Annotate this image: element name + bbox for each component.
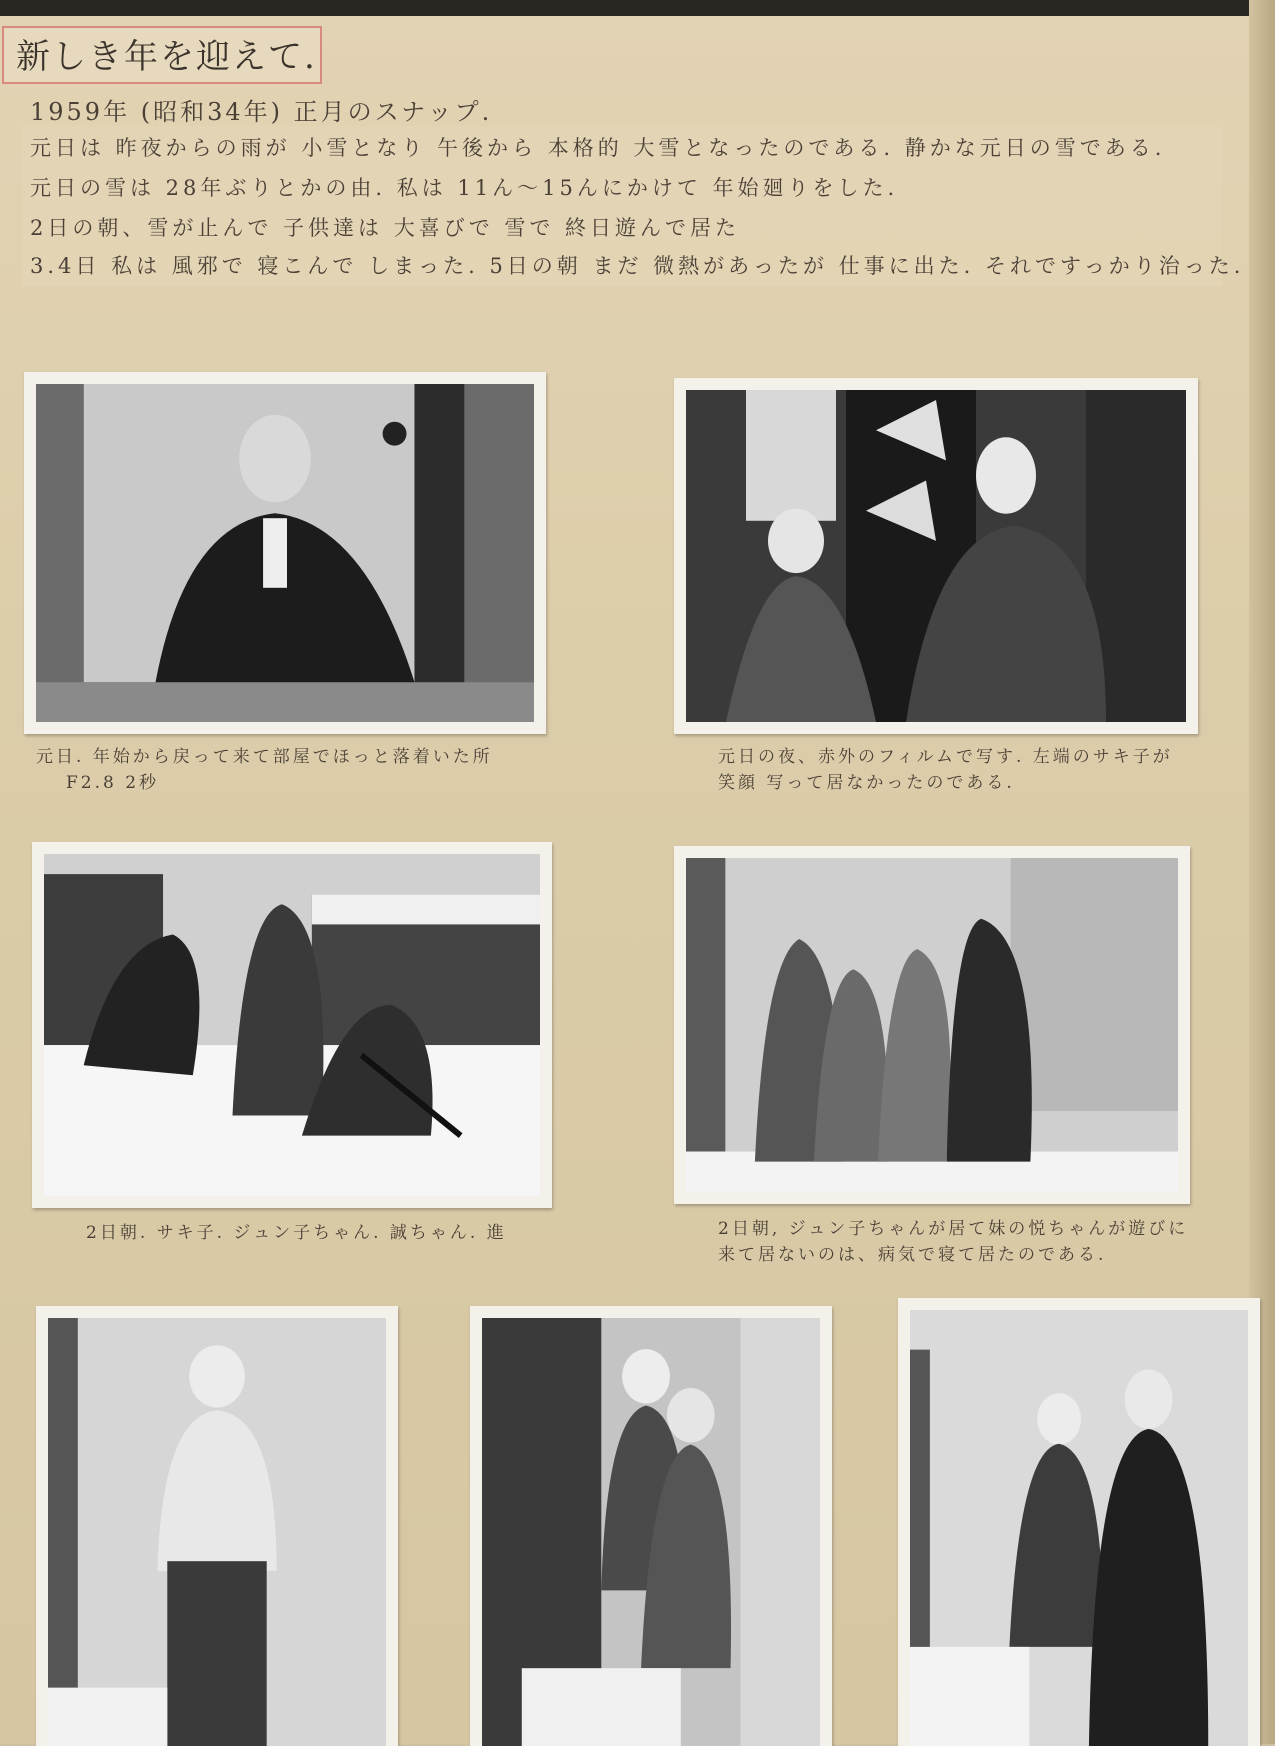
page-top-edge: [0, 0, 1275, 16]
photo-image: [482, 1318, 820, 1746]
note-line-2: 元日の雪は 28年ぶりとかの由. 私は 11ん〜15んにかけて 年始廻りをした.: [30, 176, 899, 200]
photo-image: [910, 1310, 1248, 1746]
photo-man-in-suit: [24, 372, 546, 734]
note-line-1: 元日は 昨夜からの雨が 小雪となり 午後から 本格的 大雪となったのである. 静かな元日の雪である.: [30, 136, 1166, 160]
photo-image: [48, 1318, 386, 1746]
photo-mother-and-child: [674, 378, 1198, 734]
caption-1-line-2: F2.8 2秒: [66, 773, 160, 793]
photo-girl-and-boy: [470, 1306, 832, 1746]
caption-3-line-1: 2日朝. サキ子. ジュン子ちゃん. 誠ちゃん. 進: [86, 1223, 507, 1243]
caption-2-line-1: 元日の夜、赤外のフィルムで写す. 左端のサキ子が: [718, 747, 1173, 767]
photo-image: [36, 384, 534, 722]
photo-four-children: [674, 846, 1190, 1204]
caption-2-line-2: 笑顔 写って居なかったのである.: [718, 773, 1015, 793]
caption-1-line-1: 元日. 年始から戻って来て部屋でほっと落着いた所: [36, 747, 493, 767]
caption-4-line-2: 来て居ないのは、病気で寝て居たのである.: [718, 1245, 1107, 1265]
photo-image: [686, 390, 1186, 722]
album-title-label: 新しき年を迎えて.: [2, 26, 322, 84]
note-line-3: 2日の朝、雪が止んで 子供達は 大喜びで 雪で 終日遊んで居た: [30, 216, 741, 240]
photo-two-boys: [898, 1298, 1260, 1746]
photo-image: [44, 854, 540, 1196]
caption-4-line-1: 2日朝, ジュン子ちゃんが居て妹の悦ちゃんが遊びに: [718, 1219, 1189, 1239]
date-line: 1959年 (昭和34年) 正月のスナップ.: [30, 98, 493, 126]
photo-children-shoveling: [32, 842, 552, 1208]
photo-image: [686, 858, 1178, 1192]
photo-woman-standing: [36, 1306, 398, 1746]
note-line-4: 3.4日 私は 風邪で 寝こんで しまった. 5日の朝 まだ 微熱があったが 仕事に出た. それですっかり治った.: [30, 254, 1245, 278]
